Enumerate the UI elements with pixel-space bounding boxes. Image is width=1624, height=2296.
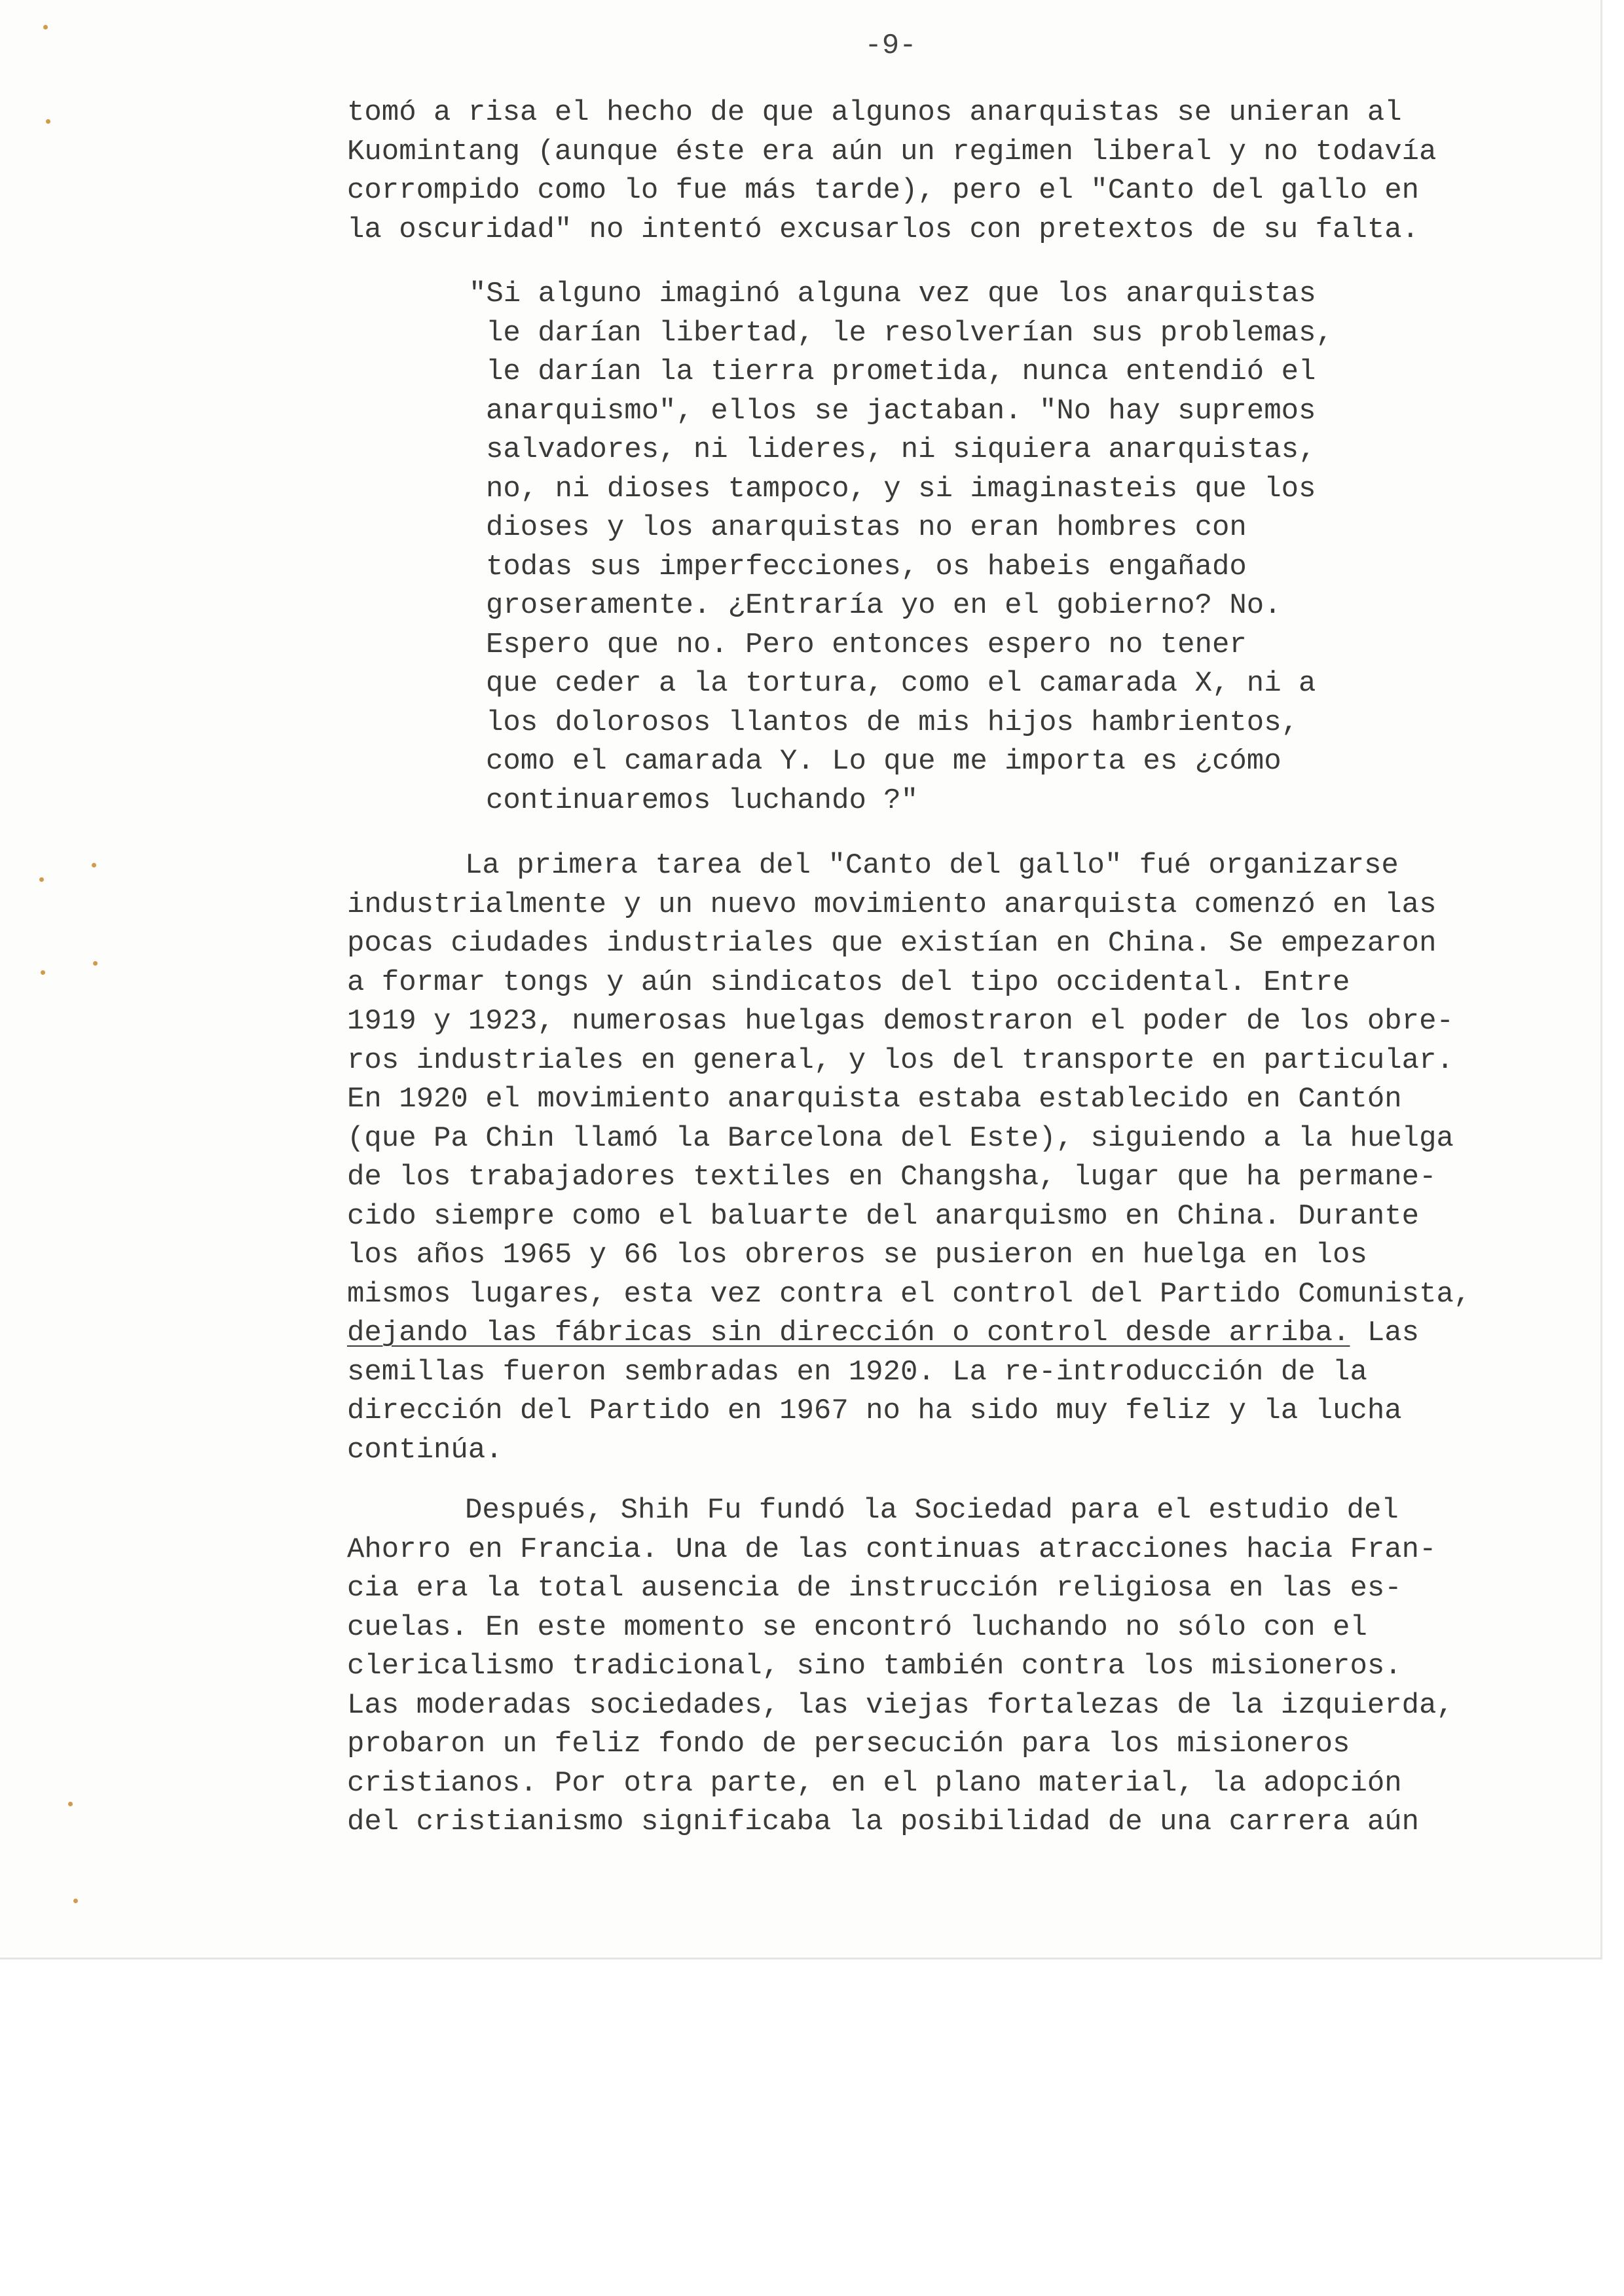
quote-line: groseramente. ¿Entraría yo en el gobierno? No. — [486, 589, 1282, 622]
text-line: cuelas. En este momento se encontró luchando no sólo con el — [347, 1611, 1367, 1644]
text-line: semillas fueron sembradas en 1920. La re-introducción de la — [347, 1355, 1367, 1389]
quote-line: todas sus imperfecciones, os habeis engañado — [486, 550, 1247, 583]
text-line: Kuomintang (aunque éste era aún un regimen liberal y no todavía — [347, 135, 1437, 168]
text-line: mismos lugares, esta vez contra el control del Partido Comunista, — [347, 1277, 1471, 1311]
quote-line: dioses y los anarquistas no eran hombres con — [486, 511, 1247, 544]
quote-line: los dolorosos llantos de mis hijos hambrientos, — [486, 706, 1299, 739]
text-line: a formar tongs y aún sindicatos del tipo occidental. Entre — [347, 966, 1350, 999]
text-line: Después, Shih Fu fundó la Sociedad para el estudio del — [465, 1494, 1399, 1527]
quote-line: salvadores, ni lideres, ni siquiera anarquistas, — [486, 433, 1316, 466]
text-line: cia era la total ausencia de instrucción religiosa en las es- — [347, 1572, 1402, 1605]
paragraph-2 — [347, 847, 1473, 1470]
text-line: los años 1965 y 66 los obreros se pusieron en huelga en los — [347, 1239, 1367, 1271]
underlined-line-tail: Las — [1350, 1317, 1420, 1349]
quote-line: le darían libertad, le resolverían sus problemas, — [486, 316, 1333, 350]
paragraph-3 — [347, 1491, 1473, 1842]
quote-line: no, ni dioses tampoco, y si imaginasteis que los — [486, 472, 1316, 505]
quote-line: continuaremos luchando ?" — [486, 784, 919, 817]
quote-line: "Si alguno imaginó alguna vez que los anarquistas — [469, 278, 1316, 310]
text-line: clericalismo tradicional, sino también contra los misioneros. — [347, 1650, 1402, 1683]
paragraph-1 — [347, 94, 1473, 249]
text-line: industrialmente y un nuevo movimiento anarquista comenzó en las — [347, 888, 1437, 921]
text-line: (que Pa Chin llamó la Barcelona del Este), siguiendo a la huelga — [347, 1121, 1454, 1155]
text-line: de los trabajadores textiles en Changsha, lugar que ha permane- — [347, 1161, 1437, 1194]
quote-line: anarquismo", ellos se jactaban. "No hay supremos — [486, 394, 1316, 428]
text-line: En 1920 el movimiento anarquista estaba establecido en Cantón — [347, 1083, 1402, 1116]
text-line: cristianos. Por otra parte, en el plano material, la adopción — [347, 1766, 1402, 1800]
quote-line: le darían la tierra prometida, nunca entendió el — [486, 355, 1316, 388]
quote-line: que ceder a la tortura, como el camarada X, ni a — [486, 667, 1316, 700]
underlined-text: dejando las fábricas sin dirección o control desde arriba. — [347, 1317, 1350, 1349]
text-line: cido siempre como el baluarte del anarquismo en China. Durante — [347, 1199, 1420, 1233]
text-line: del cristianismo significaba la posibilidad de una carrera aún — [347, 1806, 1420, 1838]
page-number: -9- — [864, 29, 917, 62]
underlined-line — [347, 1314, 1473, 1353]
text-line: probaron un feliz fondo de persecución para los misioneros — [347, 1728, 1350, 1760]
text-line: 1919 y 1923, numerosas huelgas demostraron el poder de los obre- — [347, 1005, 1454, 1038]
text-line: Ahorro en Francia. Una de las continuas atracciones hacia Fran- — [347, 1533, 1437, 1566]
quote-line: como el camarada Y. Lo que me importa es ¿cómo — [486, 745, 1282, 778]
text-line: La primera tarea del "Canto del gallo" fué organizarse — [465, 849, 1399, 882]
text-line: dirección del Partido en 1967 no ha sido muy feliz y la lucha — [347, 1394, 1402, 1427]
text-line: tomó a risa el hecho de que algunos anarquistas se unieran al — [347, 96, 1402, 129]
text-line: la oscuridad" no intentó excusarlos con pretextos de su falta. — [347, 213, 1420, 246]
text-line: pocas ciudades industriales que existían en China. Se empezaron — [347, 927, 1437, 960]
text-line: continúa. — [347, 1433, 503, 1467]
text-line: ros industriales en general, y los del transporte en particular. — [347, 1044, 1454, 1077]
quote-line: Espero que no. Pero entonces espero no tener — [486, 628, 1247, 661]
text-line: corrompido como lo fue más tarde), pero el "Canto del gallo en — [347, 174, 1420, 207]
text-line: Las moderadas sociedades, las viejas fortalezas de la izquierda, — [347, 1688, 1454, 1722]
block-quote — [469, 275, 1399, 820]
